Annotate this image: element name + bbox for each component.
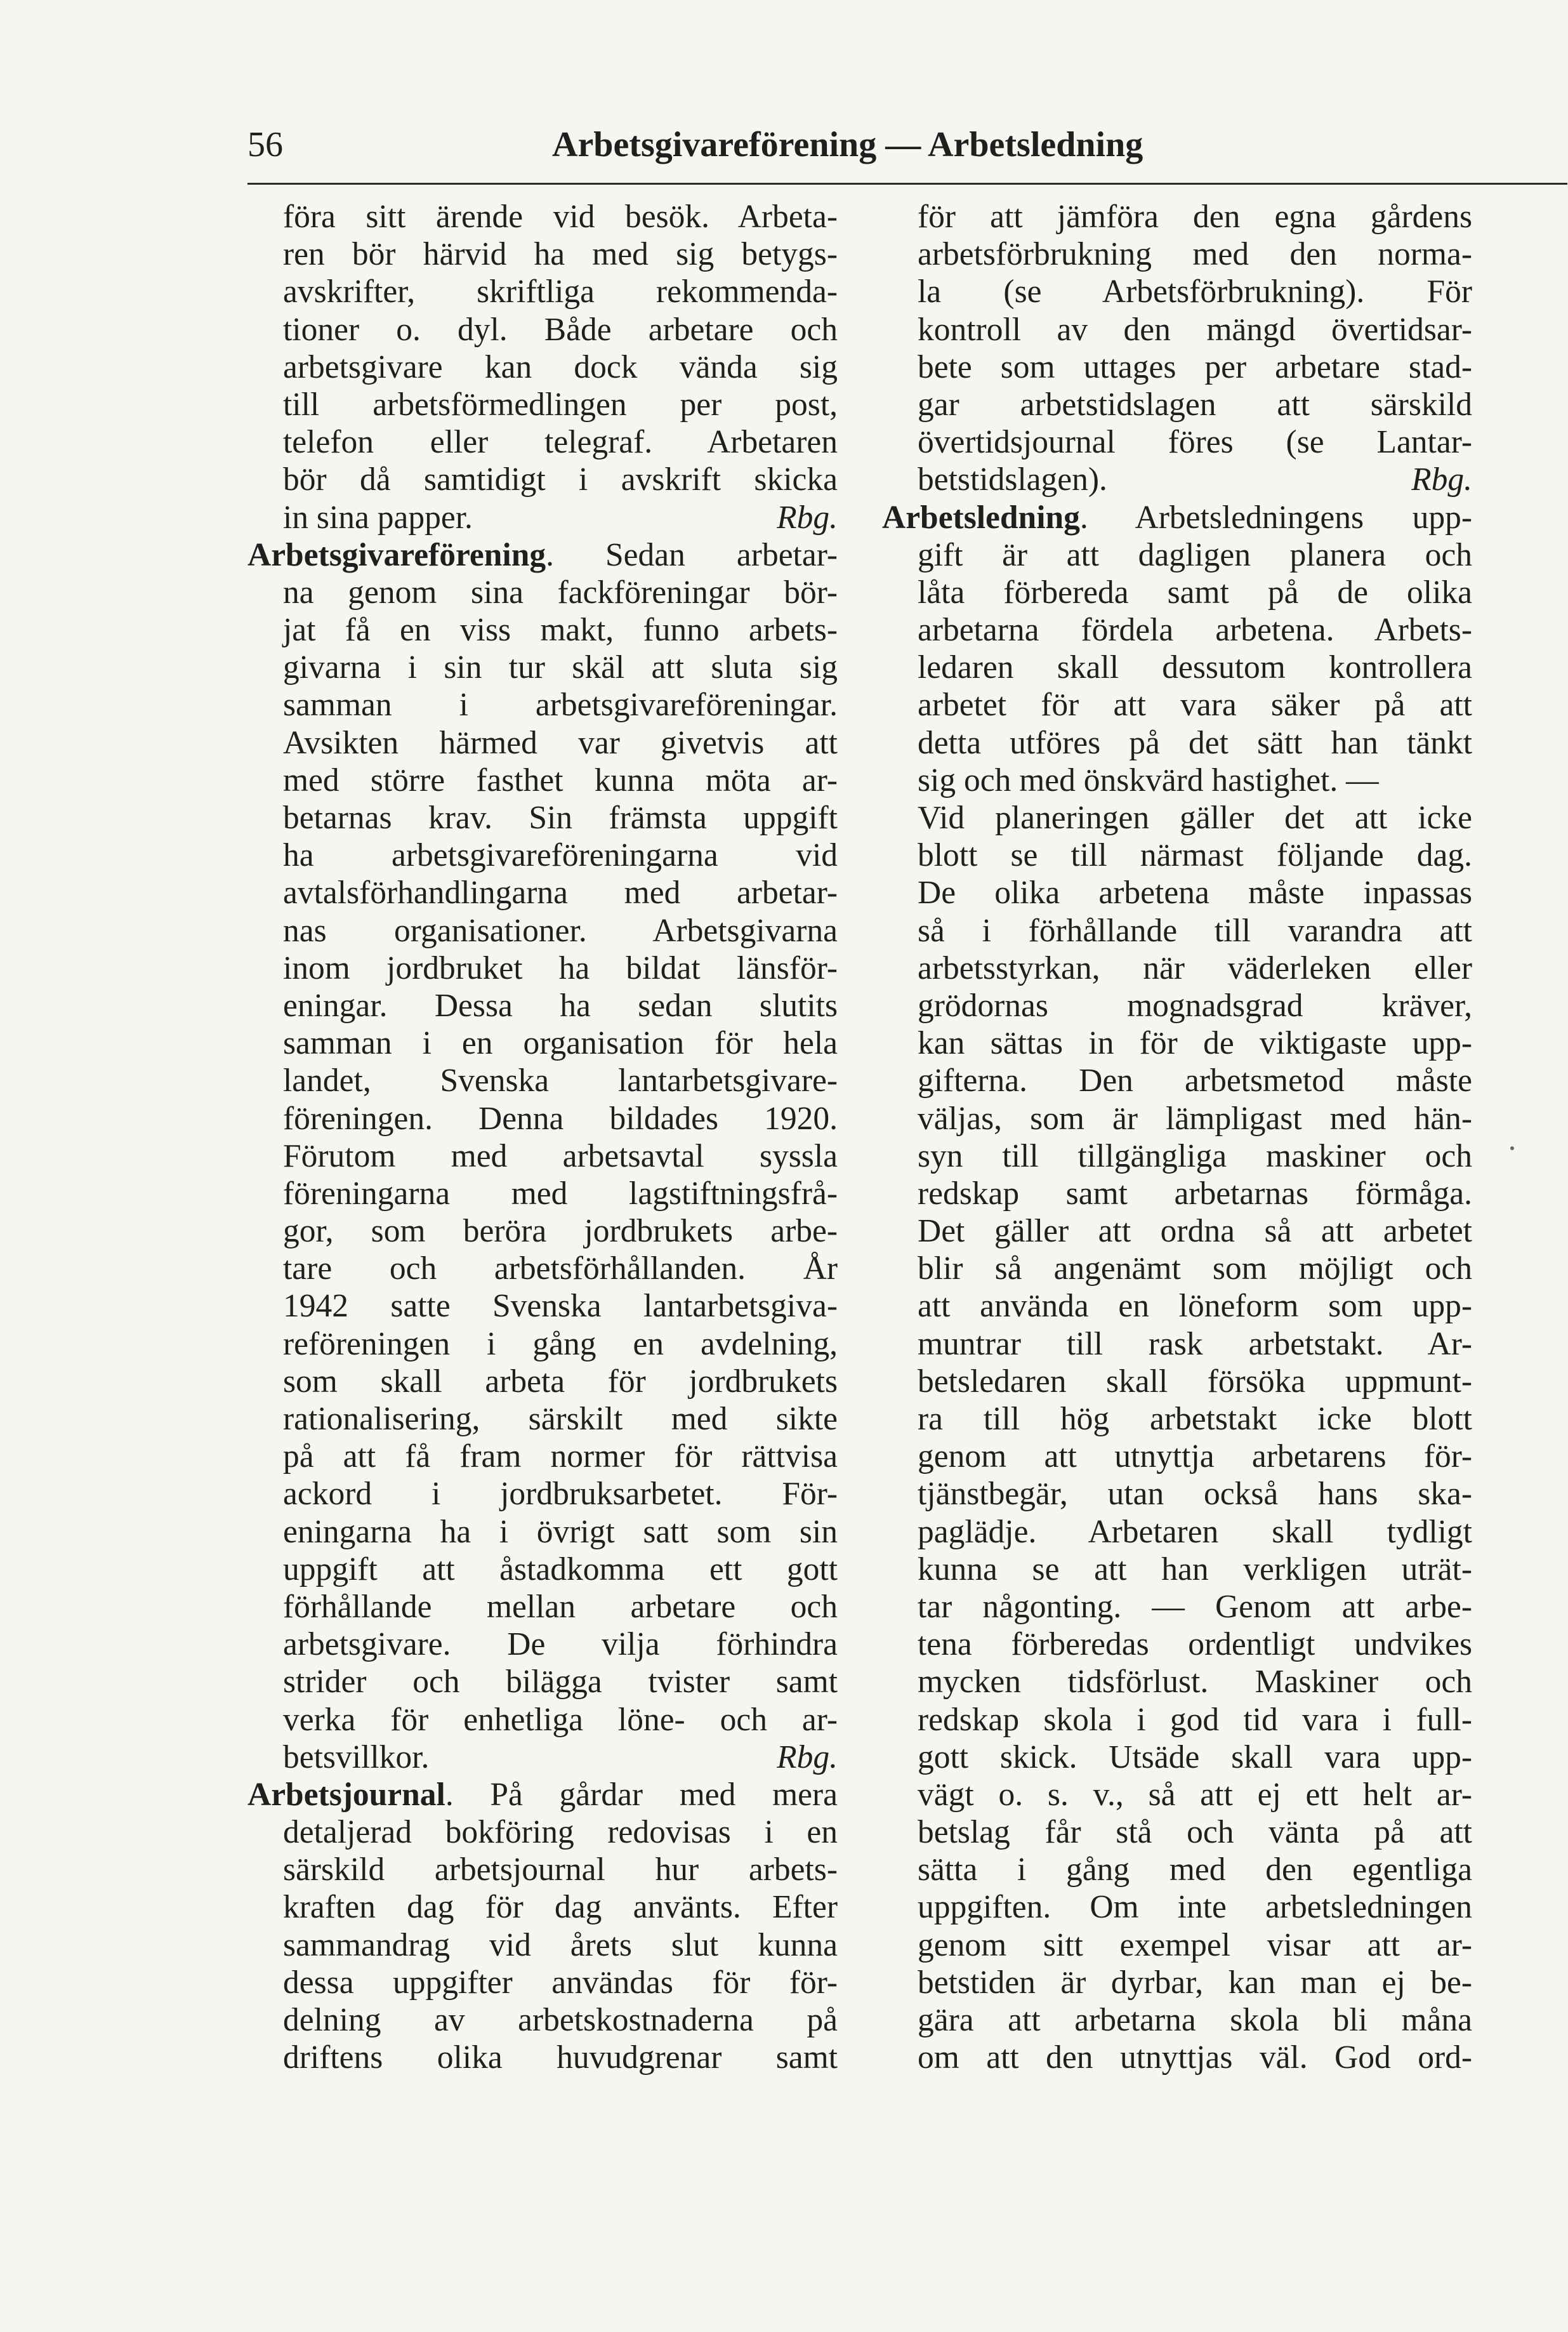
text-line-content: betstidslagen). [918,461,1107,498]
entry-headword: Arbetsjournal [247,1776,445,1813]
text-line: detta utföres på det sätt han tänkt [918,724,1472,761]
text-line: samman i en organisation för hela [283,1025,838,1062]
text-line [882,461,1472,498]
text-line: ren bör härvid ha med sig betygs- [283,236,838,273]
text-line: kontroll av den mängd övertidsar- [918,311,1472,348]
text-line: gor, som beröra jordbrukets arbe- [283,1213,838,1250]
text-line: betarnas krav. Sin främsta uppgift [283,800,838,836]
text-line: gar arbetstidslagen att särskild [918,386,1472,423]
text-line: ackord i jordbruksarbetet. För- [283,1476,838,1513]
text-line: samman i arbetsgivareföreningar. [283,687,838,724]
text-line: redskap skola i god tid vara i full- [918,1701,1472,1738]
text-line: kunna se att han verkligen uträt- [918,1551,1472,1587]
text-line: Vid planeringen gäller det att icke [918,800,1472,836]
text-line: De olika arbetena måste inpassas [918,875,1472,911]
entry-headword-line [882,499,1472,536]
text-line: tjänstbegär, utan också hans ska- [918,1476,1472,1513]
text-line: Förutom med arbetsavtal syssla [283,1137,838,1174]
text-line: mycken tidsförlust. Maskiner och [918,1664,1472,1700]
text-line: blir så angenämt som möjligt och [918,1250,1472,1287]
page-number: 56 [247,125,283,164]
text-line: föra sitt ärende vid besök. Arbeta- [283,199,838,235]
text-line: föreningarna med lagstiftningsfrå- [283,1175,838,1212]
header-rule [247,183,1567,185]
text-line [247,1739,838,1776]
page-header [247,119,1498,170]
text-line: bete som uttages per arbetare stad- [918,348,1472,385]
text-line: grödornas mognadsgrad kräver, [918,987,1472,1024]
text-line: avtalsförhandlingarna med arbetar- [283,875,838,911]
text-line: nas organisationer. Arbetsgivarna [283,912,838,949]
text-line: om att den utnyttjas väl. God ord- [918,2039,1472,2076]
text-line: la (se Arbetsförbrukning). För [918,274,1472,310]
text-line: 1942 satte Svenska lantarbetsgiva- [283,1288,838,1325]
text-line: arbetet för att vara säker på att [918,687,1472,724]
text-line: eningarna ha i övrigt satt som sin [283,1513,838,1550]
entry-headword-line [247,1776,838,1813]
author-signature: Rbg. [1411,461,1472,498]
text-line: med större fasthet kunna möta ar- [283,762,838,798]
text-line: dessa uppgifter användas för för- [283,1964,838,2001]
text-line: tioner o. dyl. Både arbetare och [283,311,838,348]
text-line: arbetsförbrukning med den norma- [918,236,1472,273]
text-line: vägt o. s. v., så att ej ett helt ar- [918,1776,1472,1813]
right-column [882,198,1472,2076]
text-line: verka för enhetliga löne- och ar- [283,1701,838,1738]
author-signature: Rbg. [777,1739,838,1775]
text-line: sig och med önskvärd hastighet. — [918,762,1379,798]
text-line: arbetarna fördela arbetena. Arbets- [918,612,1472,649]
text-line: sätta i gång med den egentliga [918,1852,1472,1888]
text-line: genom att utnyttja arbetarens för- [918,1438,1472,1475]
text-line-content: . Sedan arbetar- [546,536,838,573]
text-line: betslag får stå och vänta på att [918,1814,1472,1851]
text-line: ra till hög arbetstakt icke blott [918,1401,1472,1437]
text-line: telefon eller telegraf. Arbetaren [283,424,838,461]
text-line: uppgift att åstadkomma ett gott [283,1551,838,1587]
text-line: övertidsjournal föres (se Lantar- [918,424,1472,461]
text-line: landet, Svenska lantarbetsgivare- [283,1063,838,1099]
text-line-content: . Arbetsledningens upp- [1079,499,1472,536]
text-line: att använda en löneform som upp- [918,1288,1472,1325]
entry-headword: Arbetsgivareförening [247,536,546,573]
text-line: gifterna. Den arbetsmetod måste [918,1063,1472,1099]
running-title: Arbetsgivareförening — Arbetsledning [552,125,1143,164]
text-line: gift är att dagligen planera och [918,536,1472,573]
text-line: genom sitt exempel visar att ar- [918,1926,1472,1963]
text-line-content: in sina papper. [283,499,473,536]
text-line: muntrar till rask arbetstakt. Ar- [918,1325,1472,1362]
text-line: arbetsgivare kan dock vända sig [283,348,838,385]
text-line: reföreningen i gång en avdelning, [283,1325,838,1362]
text-line: na genom sina fackföreningar bör- [283,574,838,611]
text-line: arbetsgivare. De vilja förhindra [283,1626,838,1663]
text-line [247,499,838,536]
text-line: redskap samt arbetarnas förmåga. [918,1175,1472,1212]
text-line: driftens olika huvudgrenar samt [283,2039,838,2076]
text-line: strider och bilägga tvister samt [283,1664,838,1700]
text-line: blott se till närmast följande dag. [918,837,1472,874]
print-speck [1510,1146,1514,1150]
text-line: givarna i sin tur skäl att sluta sig [283,649,838,686]
author-signature: Rbg. [777,499,838,536]
text-line: kraften dag för dag använts. Efter [283,1889,838,1926]
text-line: ha arbetsgivareföreningarna vid [283,837,838,874]
text-line: sammandrag vid årets slut kunna [283,1926,838,1963]
text-line: rationalisering, särskilt med sikte [283,1401,838,1437]
text-line: delning av arbetskostnaderna på [283,2002,838,2038]
text-line: särskild arbetsjournal hur arbets- [283,1852,838,1888]
text-line: på att få fram normer för rättvisa [283,1438,838,1475]
text-line: Avsikten härmed var givetvis att [283,724,838,761]
text-line: eningar. Dessa ha sedan slutits [283,987,838,1024]
text-line: låta förbereda samt på de olika [918,574,1472,611]
text-line: tena förberedas ordentligt undvikes [918,1626,1472,1663]
text-line: väljas, som är lämpligast med hän- [918,1100,1472,1137]
text-line: förhållande mellan arbetare och [283,1588,838,1625]
text-line: som skall arbeta för jordbrukets [283,1363,838,1400]
text-line: ledaren skall dessutom kontrollera [918,649,1472,686]
text-line: uppgiften. Om inte arbetsledningen [918,1889,1472,1926]
text-line: inom jordbruket ha bildat länsför- [283,950,838,986]
text-line: betstiden är dyrbar, kan man ej be- [918,1964,1472,2001]
text-line: paglädje. Arbetaren skall tydligt [918,1513,1472,1550]
text-line: bör då samtidigt i avskrift skicka [283,461,838,498]
text-line: detaljerad bokföring redovisas i en [283,1814,838,1851]
text-line: för att jämföra den egna gårdens [918,199,1472,235]
text-line-content: betsvillkor. [283,1739,430,1775]
text-line: till arbetsförmedlingen per post, [283,386,838,423]
text-line: gott skick. Utsäde skall vara upp- [918,1739,1472,1775]
text-line: tar någonting. — Genom att arbe- [918,1588,1472,1625]
text-line: arbetsstyrkan, när väderleken eller [918,950,1472,986]
text-line: så i förhållande till varandra att [918,912,1472,949]
text-line: syn till tillgängliga maskiner och [918,1137,1472,1174]
entry-headword: Arbetsledning [882,499,1080,536]
text-line: gära att arbetarna skola bli måna [918,2002,1472,2038]
text-line: jat få en viss makt, funno arbets- [283,612,838,649]
entry-headword-line [247,536,838,574]
text-line: kan sättas in för de viktigaste upp- [918,1025,1472,1062]
left-column [247,198,838,2076]
text-line: avskrifter, skriftliga rekommenda- [283,274,838,310]
text-line-content: . På gårdar med mera [445,1776,838,1813]
text-line: betsledaren skall försöka uppmunt- [918,1363,1472,1400]
text-line: föreningen. Denna bildades 1920. [283,1100,838,1137]
text-line: Det gäller att ordna så att arbetet [918,1213,1472,1250]
text-line: tare och arbetsförhållanden. År [283,1250,838,1287]
